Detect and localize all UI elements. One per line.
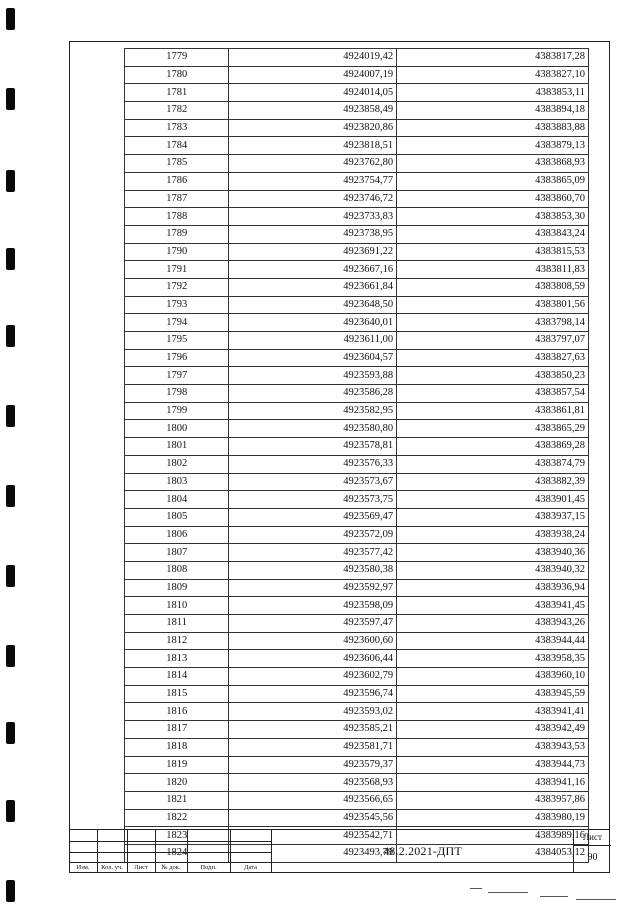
point-number: 1791 — [125, 261, 229, 279]
coord-y: 4383817,28 — [397, 49, 589, 67]
table-row — [125, 243, 589, 261]
table-row — [125, 420, 589, 438]
coord-x: 4923577,42 — [229, 544, 397, 562]
table-row — [125, 261, 589, 279]
scan-mark — [470, 888, 482, 889]
label-list: Лист — [134, 864, 148, 871]
scan-mark — [540, 896, 568, 897]
point-number: 1803 — [125, 473, 229, 491]
table-row — [125, 332, 589, 350]
table-row — [125, 49, 589, 67]
coord-y: 4383815,53 — [397, 243, 589, 261]
table-row — [125, 508, 589, 526]
coord-y: 4383958,35 — [397, 650, 589, 668]
coord-y: 4383944,44 — [397, 632, 589, 650]
coord-y: 4383857,54 — [397, 385, 589, 403]
coord-x: 4923566,65 — [229, 791, 397, 809]
point-number: 1811 — [125, 615, 229, 633]
coord-y: 4383843,24 — [397, 225, 589, 243]
table-row — [125, 172, 589, 190]
point-number: 1810 — [125, 597, 229, 615]
binding-hole — [6, 88, 15, 110]
point-number: 1798 — [125, 385, 229, 403]
table-row — [125, 208, 589, 226]
point-number: 1781 — [125, 84, 229, 102]
binding-hole — [6, 325, 15, 347]
sheet-label: Лист — [583, 832, 602, 842]
table-row — [125, 349, 589, 367]
coord-y: 4383944,73 — [397, 756, 589, 774]
binding-hole — [6, 800, 15, 822]
coord-y: 4383808,59 — [397, 278, 589, 296]
point-number: 1823 — [125, 827, 229, 845]
point-number: 1787 — [125, 190, 229, 208]
coord-x: 4923576,33 — [229, 455, 397, 473]
coord-x: 4923667,16 — [229, 261, 397, 279]
table-row — [125, 561, 589, 579]
coord-y: 4383882,39 — [397, 473, 589, 491]
coord-y: 4383980,19 — [397, 809, 589, 827]
table-row — [125, 438, 589, 456]
point-number: 1816 — [125, 703, 229, 721]
coord-x: 4923602,79 — [229, 668, 397, 686]
binding-hole — [6, 565, 15, 587]
coord-x: 4923754,77 — [229, 172, 397, 190]
coord-x: 4923580,38 — [229, 561, 397, 579]
coord-x: 4923733,83 — [229, 208, 397, 226]
coord-x: 4923493,79 — [229, 844, 397, 862]
point-number: 1794 — [125, 314, 229, 332]
point-number: 1818 — [125, 738, 229, 756]
title-block — [69, 829, 610, 873]
coord-x: 4923820,86 — [229, 119, 397, 137]
coord-x: 4923569,47 — [229, 508, 397, 526]
table-row — [125, 473, 589, 491]
coord-x: 4923582,95 — [229, 402, 397, 420]
coord-y: 4383945,59 — [397, 685, 589, 703]
point-number: 1808 — [125, 561, 229, 579]
coord-y: 4383937,15 — [397, 508, 589, 526]
coord-y: 4383901,45 — [397, 491, 589, 509]
coord-x: 4923585,21 — [229, 721, 397, 739]
coord-x: 4923580,80 — [229, 420, 397, 438]
binding-hole — [6, 170, 15, 192]
coord-x: 4923600,60 — [229, 632, 397, 650]
coord-x: 4923573,67 — [229, 473, 397, 491]
coord-x: 4923762,80 — [229, 155, 397, 173]
table-row — [125, 685, 589, 703]
table-row — [125, 367, 589, 385]
coord-y: 4383868,93 — [397, 155, 589, 173]
grid-line — [69, 841, 272, 842]
point-number: 1814 — [125, 668, 229, 686]
point-number: 1786 — [125, 172, 229, 190]
label-izm: Изм. — [76, 864, 90, 871]
coord-x: 4923597,47 — [229, 615, 397, 633]
coord-y: 4383894,18 — [397, 102, 589, 120]
coord-y: 4384053,12 — [397, 844, 589, 862]
scan-mark — [488, 892, 528, 893]
coord-x: 4923691,22 — [229, 243, 397, 261]
binding-hole — [6, 722, 15, 744]
sheet-number: 90 — [587, 852, 598, 863]
coord-x: 4923604,57 — [229, 349, 397, 367]
coord-x: 4923586,28 — [229, 385, 397, 403]
label-doc-number: № док. — [161, 864, 181, 871]
coord-y: 4383940,36 — [397, 544, 589, 562]
table-row — [125, 225, 589, 243]
coord-y: 4383874,79 — [397, 455, 589, 473]
coord-y: 4383938,24 — [397, 526, 589, 544]
coord-x: 4923593,02 — [229, 703, 397, 721]
table-row — [125, 455, 589, 473]
coord-y: 4383850,23 — [397, 367, 589, 385]
table-row — [125, 137, 589, 155]
coord-x: 4923746,72 — [229, 190, 397, 208]
coord-y: 4383827,10 — [397, 66, 589, 84]
point-number: 1822 — [125, 809, 229, 827]
coord-x: 4923648,50 — [229, 296, 397, 314]
coordinates-table-body — [125, 49, 589, 863]
label-date: Дата — [244, 864, 257, 871]
table-row — [125, 526, 589, 544]
table-row — [125, 155, 589, 173]
binding-hole — [6, 880, 15, 902]
table-row — [125, 721, 589, 739]
coord-x: 4923661,84 — [229, 278, 397, 296]
table-row — [125, 402, 589, 420]
table-row — [125, 579, 589, 597]
table-row — [125, 650, 589, 668]
point-number: 1820 — [125, 774, 229, 792]
coord-y: 4383879,13 — [397, 137, 589, 155]
coord-y: 4383827,63 — [397, 349, 589, 367]
point-number: 1815 — [125, 685, 229, 703]
coord-y: 4383865,09 — [397, 172, 589, 190]
coord-x: 4923596,74 — [229, 685, 397, 703]
coord-y: 4383883,88 — [397, 119, 589, 137]
grid-line — [69, 862, 272, 863]
coord-x: 4924014,05 — [229, 84, 397, 102]
coord-y: 4383853,30 — [397, 208, 589, 226]
coord-y: 4383811,83 — [397, 261, 589, 279]
table-row — [125, 615, 589, 633]
coord-y: 4383941,45 — [397, 597, 589, 615]
coord-x: 4924019,42 — [229, 49, 397, 67]
coord-x: 4923738,95 — [229, 225, 397, 243]
point-number: 1801 — [125, 438, 229, 456]
point-number: 1800 — [125, 420, 229, 438]
point-number: 1782 — [125, 102, 229, 120]
point-number: 1793 — [125, 296, 229, 314]
coord-y: 4383798,14 — [397, 314, 589, 332]
coord-x: 4923579,37 — [229, 756, 397, 774]
scan-mark — [576, 899, 616, 900]
coord-y: 4383989,16 — [397, 827, 589, 845]
coord-y: 4383940,32 — [397, 561, 589, 579]
coord-y: 4383943,26 — [397, 615, 589, 633]
coord-y: 4383960,10 — [397, 668, 589, 686]
point-number: 1806 — [125, 526, 229, 544]
table-row — [125, 668, 589, 686]
binding-hole — [6, 248, 15, 270]
coord-x: 4923578,81 — [229, 438, 397, 456]
point-number: 1809 — [125, 579, 229, 597]
coord-x: 4923593,88 — [229, 367, 397, 385]
point-number: 1789 — [125, 225, 229, 243]
sheet-divider — [574, 845, 611, 846]
point-number: 1797 — [125, 367, 229, 385]
point-number: 1821 — [125, 791, 229, 809]
coord-y: 4383942,49 — [397, 721, 589, 739]
coord-y: 4383801,56 — [397, 296, 589, 314]
coord-x: 4924007,19 — [229, 66, 397, 84]
coord-x: 4923606,44 — [229, 650, 397, 668]
table-row — [125, 278, 589, 296]
point-number: 1799 — [125, 402, 229, 420]
coord-y: 4383936,94 — [397, 579, 589, 597]
document-code: 48.2.2021-ДПТ — [383, 844, 462, 858]
point-number: 1802 — [125, 455, 229, 473]
point-number: 1790 — [125, 243, 229, 261]
coord-x: 4923568,93 — [229, 774, 397, 792]
table-row — [125, 119, 589, 137]
point-number: 1788 — [125, 208, 229, 226]
coordinates-table — [124, 48, 589, 863]
table-row — [125, 632, 589, 650]
label-kol-uch: Кол. уч. — [101, 864, 123, 871]
table-row — [125, 190, 589, 208]
table-row — [125, 296, 589, 314]
table-row — [125, 385, 589, 403]
point-number: 1805 — [125, 508, 229, 526]
point-number: 1817 — [125, 721, 229, 739]
revision-grid — [69, 830, 272, 873]
point-number: 1796 — [125, 349, 229, 367]
point-number: 1792 — [125, 278, 229, 296]
grid-line — [69, 852, 272, 853]
point-number: 1779 — [125, 49, 229, 67]
binding-hole — [6, 405, 15, 427]
binding-holes — [0, 0, 22, 905]
coord-y: 4383943,53 — [397, 738, 589, 756]
point-number: 1819 — [125, 756, 229, 774]
coord-y: 4383941,41 — [397, 703, 589, 721]
binding-hole — [6, 8, 15, 30]
coord-y: 4383941,16 — [397, 774, 589, 792]
coord-x: 4923572,09 — [229, 526, 397, 544]
coord-x: 4923858,49 — [229, 102, 397, 120]
coord-y: 4383865,29 — [397, 420, 589, 438]
coord-x: 4923573,75 — [229, 491, 397, 509]
table-row — [125, 703, 589, 721]
point-number: 1812 — [125, 632, 229, 650]
coord-x: 4923611,00 — [229, 332, 397, 350]
table-row — [125, 314, 589, 332]
point-number: 1783 — [125, 119, 229, 137]
coord-x: 4923818,51 — [229, 137, 397, 155]
coord-y: 4383860,70 — [397, 190, 589, 208]
table-row — [125, 544, 589, 562]
table-row — [125, 791, 589, 809]
coord-y: 4383869,28 — [397, 438, 589, 456]
coord-x: 4923581,71 — [229, 738, 397, 756]
point-number: 1795 — [125, 332, 229, 350]
point-number: 1807 — [125, 544, 229, 562]
binding-hole — [6, 485, 15, 507]
coord-x: 4923542,71 — [229, 827, 397, 845]
table-row — [125, 66, 589, 84]
coord-y: 4383861,81 — [397, 402, 589, 420]
table-row — [125, 491, 589, 509]
table-row — [125, 738, 589, 756]
coord-y: 4383853,11 — [397, 84, 589, 102]
sheet-box — [573, 830, 611, 873]
coord-x: 4923545,56 — [229, 809, 397, 827]
coord-x: 4923640,01 — [229, 314, 397, 332]
coord-y: 4383957,86 — [397, 791, 589, 809]
binding-hole — [6, 645, 15, 667]
coord-x: 4923592,97 — [229, 579, 397, 597]
table-row — [125, 84, 589, 102]
table-row — [125, 809, 589, 827]
table-row — [125, 597, 589, 615]
coord-y: 4383797,07 — [397, 332, 589, 350]
table-row — [125, 756, 589, 774]
label-signature: Подп. — [200, 864, 217, 871]
point-number: 1784 — [125, 137, 229, 155]
table-row — [125, 774, 589, 792]
point-number: 1813 — [125, 650, 229, 668]
point-number: 1780 — [125, 66, 229, 84]
point-number: 1785 — [125, 155, 229, 173]
coord-x: 4923598,09 — [229, 597, 397, 615]
point-number: 1804 — [125, 491, 229, 509]
table-row — [125, 102, 589, 120]
